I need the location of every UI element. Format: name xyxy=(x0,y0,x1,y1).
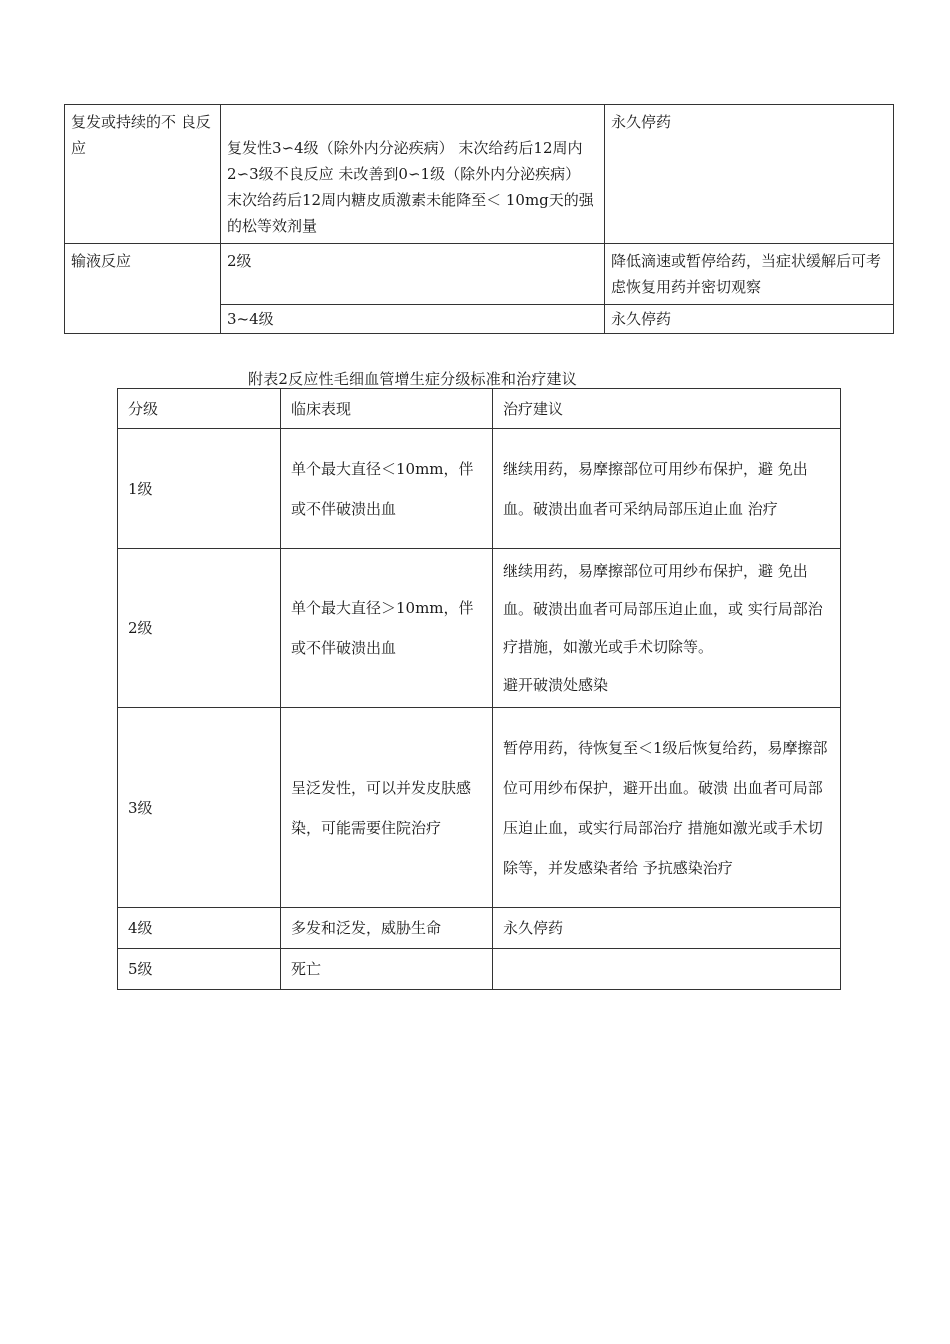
capillary-proliferation-table xyxy=(117,388,841,990)
header-cell: 治疗建议 xyxy=(493,389,841,429)
grade-cell: 3级 xyxy=(118,708,281,908)
category-cell: 输液反应 xyxy=(65,244,221,334)
condition-cell xyxy=(221,105,605,244)
table-row xyxy=(118,708,841,908)
adverse-reaction-table xyxy=(64,104,894,334)
action-cell: 降低滴速或暂停给药，当症状缓解后可考虑恢复用药并密切观察 xyxy=(605,244,894,305)
advice-text: 继续用药，易摩擦部位可用纱布保护，避 免出血。破溃出血者可局部压迫止血，或 实行局部治疗措施，如激光或手术切除等。 xyxy=(503,562,823,656)
clinical-cell: 呈泛发性，可以并发皮肤感染，可能需要住院治疗 xyxy=(281,708,493,908)
grade-cell: 1级 xyxy=(118,429,281,549)
action-cell: 永久停药 xyxy=(605,105,894,244)
header-cell: 临床表现 xyxy=(281,389,493,429)
header-cell: 分级 xyxy=(118,389,281,429)
clinical-cell: 单个最大直径＞10mm，伴或不伴破溃出血 xyxy=(281,549,493,708)
clinical-cell: 死亡 xyxy=(281,949,493,990)
grade-cell: 3~4级 xyxy=(221,305,605,334)
advice-cell: 继续用药，易摩擦部位可用纱布保护，避 免出血。破溃出血者可采纳局部压迫止血 治疗 xyxy=(493,429,841,549)
condition-text: 复发性3∽4级（除外内分泌疾病） 末次给药后12周内2∽3级不良反应 未改善到0∽1级（除外内分泌疾病） 末次给药后12周内糖皮质激素未能降至＜ 10mg天的强的松等效剂量 xyxy=(227,139,594,235)
grade-cell: 2级 xyxy=(118,549,281,708)
table-row xyxy=(118,549,841,708)
grade-cell: 4级 xyxy=(118,908,281,949)
table-row xyxy=(118,949,841,990)
advice-cell: 暂停用药，待恢复至＜1级后恢复给药，易摩擦部位可用纱布保护，避开出血。破溃 出血者可局部压迫止血，或实行局部治疗 措施如激光或手术切除等，并发感染者给 予抗感染治疗 xyxy=(493,708,841,908)
advice-cell: 永久停药 xyxy=(493,908,841,949)
action-cell: 永久停药 xyxy=(605,305,894,334)
grade-cell: 5级 xyxy=(118,949,281,990)
advice-cell xyxy=(493,549,841,708)
table-row xyxy=(118,429,841,549)
clinical-cell: 多发和泛发，威胁生命 xyxy=(281,908,493,949)
table-row xyxy=(118,908,841,949)
category-cell: 复发或持续的不 良反应 xyxy=(65,105,221,244)
advice-cell xyxy=(493,949,841,990)
grade-cell: 2级 xyxy=(221,244,605,305)
table-caption: 附表2反应性毛细血管增生症分级标准和治疗建议 xyxy=(248,370,577,388)
advice-extra-text: 避开破溃处感染 xyxy=(503,676,609,694)
clinical-cell: 单个最大直径＜10mm，伴或不伴破溃出血 xyxy=(281,429,493,549)
